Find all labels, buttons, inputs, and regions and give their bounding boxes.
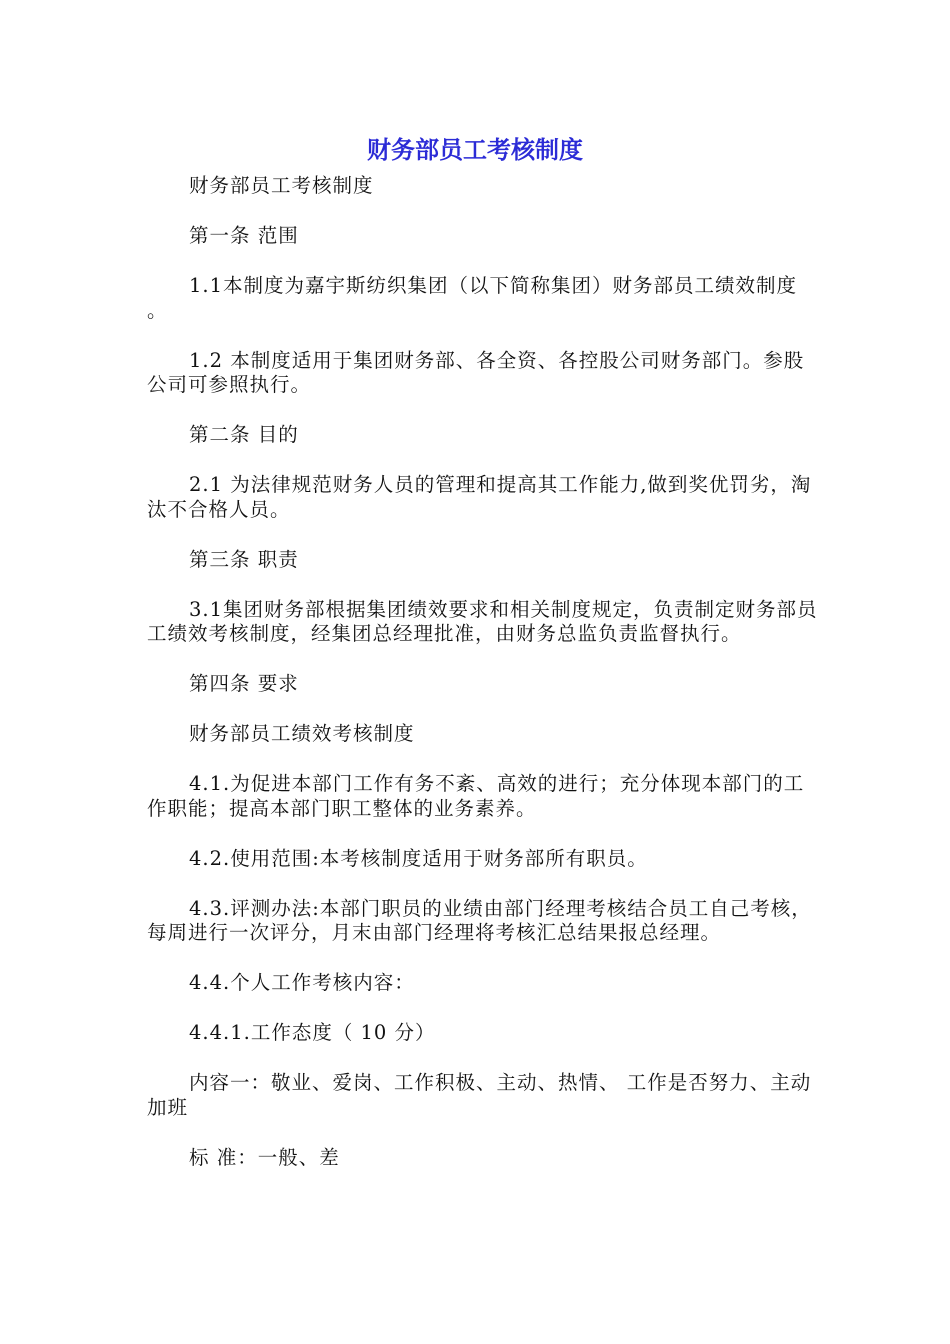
document-title: 财务部员工考核制度: [367, 136, 583, 164]
paragraph: 标 准：一般、差: [189, 1145, 340, 1169]
paragraph: 财务部员工考核制度: [189, 174, 374, 197]
paragraph: 4.2.使用范围:本考核制度适用于财务部所有职员。: [189, 846, 648, 870]
paragraph: 4.4.个人工作考核内容：: [189, 971, 415, 994]
paragraph: 1.1本制度为嘉宇斯纺织集团（以下简称集团）财务部员工绩效制度 。: [147, 274, 798, 322]
section-heading: 第四条 要求: [189, 672, 299, 695]
paragraph: 内容一：敬业、爱岗、工作积极、主动、热情、 工作是否努力、主动加班: [147, 1071, 812, 1119]
paragraph: 1.2 本制度适用于集团财务部、各全资、各控股公司财务部门。参股公司可参照执行。: [147, 348, 805, 396]
document-body: [147, 174, 823, 1196]
section-heading: 第三条 职责: [189, 547, 299, 571]
paragraph: 4.3.评测办法:本部门职员的业绩由部门经理考核结合员工自己考核，每周进行一次评分，月末由部门经理将考核汇总结果报总经理。: [147, 896, 812, 944]
paragraph: 财务部员工绩效考核制度: [189, 722, 415, 745]
section-heading: 第二条 目的: [189, 423, 299, 446]
section-heading: 第一条 范围: [189, 224, 299, 247]
paragraph: 4.4.1.工作态度（ 10 分）: [189, 1021, 436, 1044]
paragraph: 2.1 为法律规范财务人员的管理和提高其工作能力,做到奖优罚劣，淘汰不合格人员。: [147, 473, 812, 521]
paragraph: 3.1集团财务部根据集团绩效要求和相关制度规定，负责制定财务部员工绩效考核制度，经集团总经理批准，由财务总监负责监督执行。: [147, 597, 818, 645]
paragraph: 4.1.为促进本部门工作有务不紊、高效的进行；充分体现本部门的工作职能；提高本部门职工整体的业务素养。: [147, 772, 805, 820]
